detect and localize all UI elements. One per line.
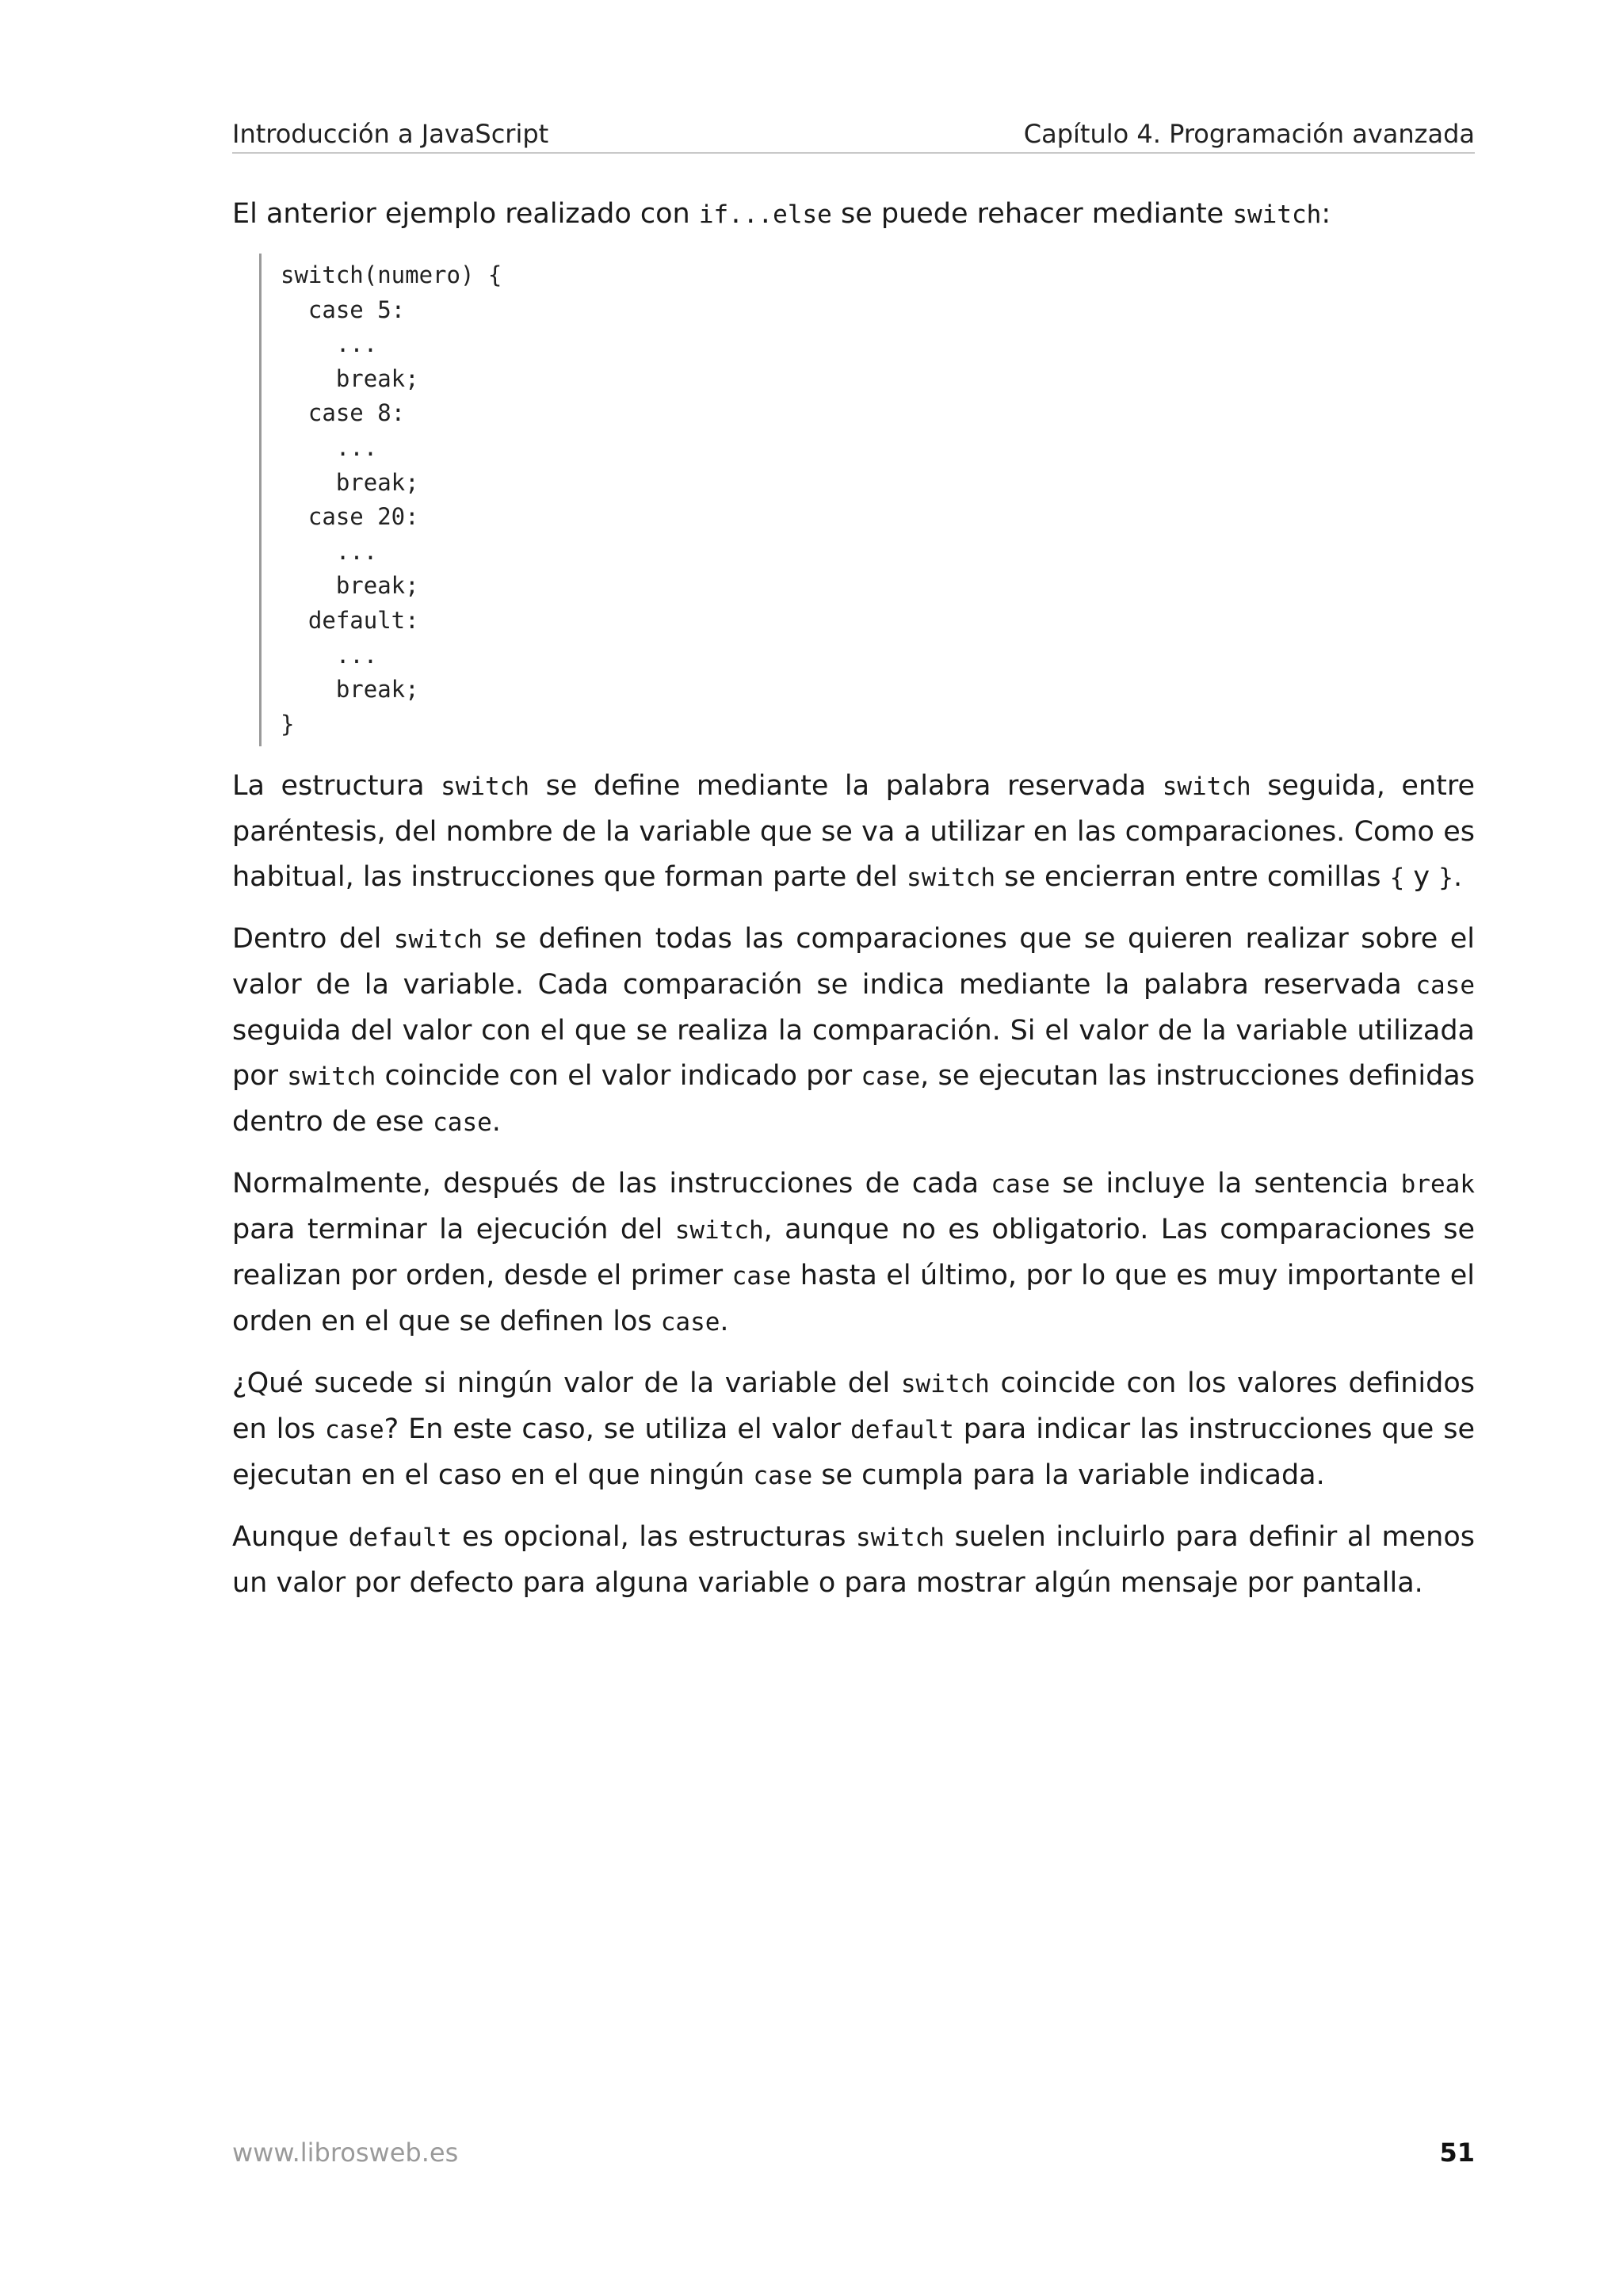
code-line: break; <box>281 468 419 496</box>
inline-code: case <box>731 1262 792 1291</box>
code-line: default: <box>281 606 419 634</box>
inline-code: default <box>348 1524 453 1553</box>
inline-code: case <box>324 1416 384 1445</box>
code-line: ... <box>281 330 378 358</box>
inline-code: switch <box>907 864 996 893</box>
page-number: 51 <box>1439 2138 1475 2168</box>
inline-code: case <box>753 1462 813 1491</box>
inline-code: switch <box>900 1370 990 1399</box>
running-footer <box>232 2138 1475 2168</box>
code-line: } <box>281 710 295 738</box>
code-line: case 20: <box>281 503 419 531</box>
inline-code: case <box>1415 971 1475 1001</box>
code-line: break; <box>281 676 419 704</box>
code-line: case 5: <box>281 296 406 323</box>
code-line: ... <box>281 537 378 565</box>
inline-code: switch <box>1232 200 1322 229</box>
inline-code: switch <box>1162 772 1251 802</box>
inline-code: switch <box>855 1524 945 1553</box>
paragraph-default-optional: Aunque default es opcional, las estructuras switch suelen incluirlo para definir al menos un valor por defecto para alguna variable o para mostrar algún mensaje por pantalla. <box>232 1521 1475 1600</box>
inline-code: { <box>1389 864 1405 893</box>
body-text <box>232 192 1475 1622</box>
chapter-title: Capítulo 4. Programación avanzada <box>1023 119 1475 149</box>
document-page <box>232 0 1475 2296</box>
book-title: Introducción a JavaScript <box>232 119 549 149</box>
footer-url: www.librosweb.es <box>232 2138 459 2168</box>
inline-code: } <box>1438 864 1453 893</box>
code-line: break; <box>281 572 419 600</box>
paragraph-switch-structure: La estructura switch se define mediante la palabra reservada switch seguida, entre paréntesis, del nombre de la variable que se va a utilizar en las comparaciones. Como es habitual, las instrucciones que forman parte del switch se encierran entre comillas { y }. <box>232 770 1476 894</box>
paragraph-break-statement: Normalmente, después de las instrucciones de cada case se incluye la sentencia break para terminar la ejecución del switch, aunque no es obligatorio. Las comparaciones se realizan por orden, desde el primer case hasta el último, por lo que es muy importante el orden en el que se definen los case. <box>232 1168 1475 1338</box>
intro-paragraph: El anterior ejemplo realizado con if...else se puede rehacer mediante switch: <box>232 198 1331 230</box>
running-header <box>232 117 1475 154</box>
inline-code: break <box>1400 1170 1475 1199</box>
code-line: ... <box>281 433 378 461</box>
inline-code: if...else <box>698 200 832 229</box>
code-line: switch(numero) { <box>281 261 502 288</box>
inline-code: case <box>861 1062 921 1092</box>
code-block <box>259 254 1475 746</box>
paragraph-case-comparisons: Dentro del switch se definen todas las comparaciones que se quieren realizar sobre el valor de la variable. Cada comparación se indica mediante la palabra reservada case seguida del valor con el que se realiza la comparación. Si el valor de la variable utilizada por switch coincide con el valor indicado por case, se ejecutan las instrucciones definidas dentro de ese case. <box>232 923 1475 1138</box>
inline-code: switch <box>674 1216 764 1245</box>
inline-code: switch <box>393 925 483 955</box>
inline-code: switch <box>441 772 530 802</box>
code-line: break; <box>281 364 419 392</box>
paragraph-default-value: ¿Qué sucede si ningún valor de la variable del switch coincide con los valores definidos en los case? En este caso, se utiliza el valor default para indicar las instrucciones que se ejecutan en el caso en el que ningún case se cumpla para la variable indicada. <box>232 1367 1476 1492</box>
inline-code: switch <box>287 1062 376 1092</box>
code-line: ... <box>281 641 378 669</box>
inline-code: case <box>991 1170 1051 1199</box>
inline-code: case <box>433 1108 492 1138</box>
inline-code: default <box>850 1416 954 1445</box>
code-line: case 8: <box>281 399 406 427</box>
inline-code: case <box>660 1308 720 1337</box>
